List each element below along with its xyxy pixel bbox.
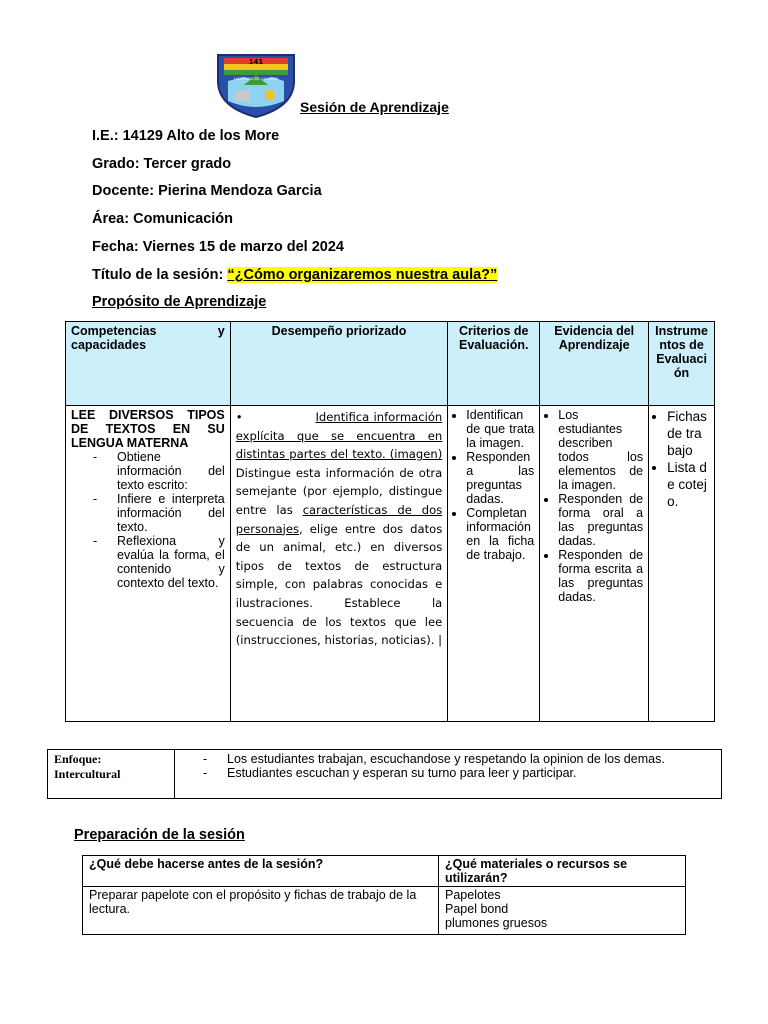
titulo-line — [92, 267, 497, 283]
competencia-title: LEE DIVERSOS TIPOS DE TEXTOS EN SU LENGUA MATERNA — [71, 408, 225, 450]
desempeno-text-3: características de dos personajes — [235, 502, 443, 536]
criterio-item: • Identifican de que trata la imagen. — [466, 408, 534, 450]
ie-line: I.E.: 14129 Alto de los More — [92, 128, 280, 144]
header-desempeno: Desempeño priorizado — [230, 322, 448, 406]
desempeno-bullet: • — [235, 410, 243, 424]
instrumento-item: • Fichas de trabajo — [667, 408, 709, 459]
enfoque-list — [181, 752, 715, 780]
instrumentos-list — [654, 408, 709, 510]
criterios-cell — [448, 406, 540, 722]
prep-antes-cell: Preparar papelote con el propósito y fichas de trabajo de la lectura. — [83, 887, 439, 935]
learning-table — [65, 321, 715, 722]
capacidad-item: - Infiere e interpreta información del texto. — [93, 492, 225, 534]
docente-line: Docente: Pierina Mendoza Garcia — [92, 183, 322, 199]
logo-number: 141 — [248, 58, 264, 66]
enfoque-content — [175, 750, 722, 799]
criterios-list — [453, 408, 534, 562]
criterio-item: • Completan información en la ficha de trabajo. — [466, 506, 534, 562]
prep-header-2: ¿Qué materiales o recursos se utilizarán? — [439, 856, 686, 887]
evidencia-cell — [540, 406, 649, 722]
header-evidencia: Evidencia del Aprendizaje — [540, 322, 649, 406]
evidencia-list — [545, 408, 643, 604]
desempeno-cell — [230, 406, 448, 722]
area-line: Área: Comunicación — [92, 211, 233, 227]
material-item: Papel bond — [445, 902, 509, 916]
proposito-heading: Propósito de Aprendizaje — [92, 294, 267, 310]
enfoque-item: - Los estudiantes trabajan, escuchandose y respetando la opinion de los demas. — [203, 752, 715, 766]
page-title: Sesión de Aprendizaje — [300, 99, 449, 115]
evidencia-item: • Los estudiantes describen todos los elementos de la imagen. — [558, 408, 643, 492]
instrumentos-cell — [649, 406, 715, 722]
capacidades-list — [71, 450, 225, 590]
capacidad-item: - Obtiene información del texto escrito: — [93, 450, 225, 492]
capacidad-item: - Reflexiona y evalúa la forma, el contenido y contexto del texto. — [93, 534, 225, 590]
header-competencias: Competencias y capacidades — [66, 322, 231, 406]
prep-materiales-cell — [439, 887, 686, 935]
desempeno-text-1: Identifica información explícita que se encuentra en distintas partes del texto. (imagen) — [235, 410, 443, 462]
competencias-cell — [66, 406, 231, 722]
grado-line: Grado: Tercer grado — [92, 156, 232, 172]
school-logo — [214, 51, 298, 119]
prep-header-1: ¿Qué debe hacerse antes de la sesión? — [83, 856, 439, 887]
material-item: plumones gruesos — [445, 916, 548, 930]
evidencia-item: • Responden de forma escrita a las preguntas dadas. — [558, 548, 643, 604]
evidencia-item: • Responden de forma oral a las preguntas dadas. — [558, 492, 643, 548]
instrumento-item: • Lista de cotejo. — [667, 459, 709, 510]
header-instrumentos: Instrumentos de Evaluación — [649, 322, 715, 406]
material-item: Papelotes — [445, 888, 501, 902]
desempeno-text-4: , elige entre dos datos de un animal, etc.) en diversos tipos de textos de estructura simple, con palabras conocidas e ilustraciones. Establece la secuencia de los textos que lee (instrucciones, historias, noticias). | — [235, 521, 443, 648]
preparacion-heading: Preparación de la sesión — [74, 827, 245, 843]
enfoque-label-2: Intercultural — [54, 767, 121, 781]
header-criterios: Criterios de Evaluación. — [448, 322, 540, 406]
preparacion-table — [82, 855, 686, 935]
enfoque-table — [47, 749, 722, 799]
criterio-item: • Responden a las preguntas dadas. — [466, 450, 534, 506]
enfoque-item: - Estudiantes escuchan y esperan su turno para leer y participar. — [203, 766, 715, 780]
fecha-line: Fecha: Viernes 15 de marzo del 2024 — [92, 239, 345, 255]
desempeno-text-2: Distingue esta información de otra semejante (por ejemplo, distingue entre las — [235, 465, 443, 517]
logo-text: 14129 ALTO DE LOS MORE — [233, 77, 279, 81]
enfoque-label — [48, 750, 175, 799]
enfoque-label-1: Enfoque: — [54, 752, 102, 766]
titulo-label: Título de la sesión: — [92, 267, 228, 283]
titulo-value: “¿Cómo organizaremos nuestra aula?” — [227, 267, 498, 283]
